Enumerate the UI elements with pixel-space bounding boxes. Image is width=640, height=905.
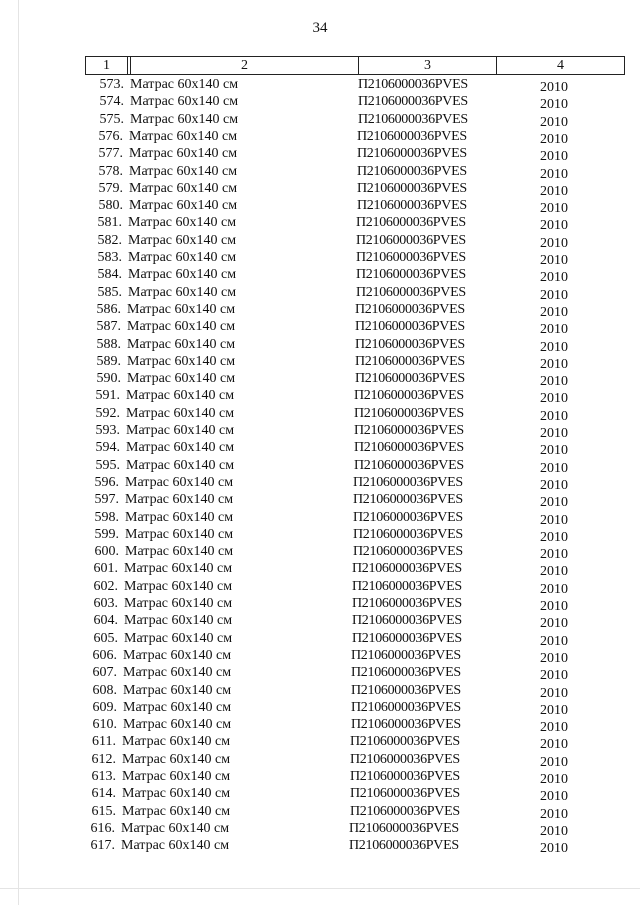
row-number: 601.	[93, 561, 118, 577]
item-year: 2010	[540, 304, 568, 320]
item-name: Матрас 60х140 см	[127, 353, 236, 369]
row-number: 610.	[92, 717, 117, 733]
table-row	[0, 543, 640, 563]
row-number: 579.	[98, 180, 123, 196]
header-col-4: 4	[557, 58, 564, 73]
item-year: 2010	[540, 339, 568, 355]
table-row	[0, 405, 640, 422]
row-number: 596.	[94, 474, 119, 490]
item-year: 2010	[540, 218, 568, 234]
item-year: 2010	[540, 599, 568, 614]
item-name: Матрас 60х140 см	[129, 198, 238, 214]
item-year: 2010	[540, 391, 568, 407]
table-row	[0, 318, 640, 338]
item-code: П2106000036PVES	[350, 751, 460, 767]
item-name: Матрас 60х140 см	[126, 440, 235, 456]
item-name: Матрас 60х140 см	[123, 682, 232, 698]
header-col-1: 1	[103, 58, 110, 73]
table-row	[0, 457, 640, 474]
item-name: Матрас 60х140 см	[123, 665, 232, 681]
table-row	[0, 647, 640, 664]
item-year: 2010	[540, 806, 568, 822]
item-code: П2106000036PVES	[353, 509, 463, 525]
item-year: 2010	[540, 823, 568, 839]
row-number: 585.	[97, 284, 122, 300]
item-year: 2010	[540, 408, 568, 424]
item-year: 2010	[540, 754, 568, 770]
item-code: П2106000036PVES	[349, 838, 459, 854]
item-name: Матрас 60х140 см	[125, 492, 234, 508]
item-name: Матрас 60х140 см	[122, 734, 231, 750]
item-name: Матрас 60х140 см	[124, 596, 233, 611]
item-year: 2010	[540, 322, 568, 338]
item-name: Матрас 60х140 см	[130, 111, 239, 127]
item-name: Матрас 60х140 см	[123, 699, 232, 715]
item-name: Матрас 60х140 см	[122, 803, 231, 819]
item-name: Матрас 60х140 см	[121, 820, 230, 836]
item-name: Матрас 60х140 см	[124, 578, 233, 594]
item-year: 2010	[540, 166, 568, 182]
item-name: Матрас 60х140 см	[125, 544, 234, 560]
row-number: 590.	[96, 371, 121, 387]
header-divider	[127, 57, 128, 74]
item-code: П2106000036PVES	[353, 474, 463, 490]
table-row	[0, 301, 640, 318]
item-name: Матрас 60х140 см	[129, 146, 238, 162]
row-number: 587.	[96, 319, 121, 335]
row-number: 591.	[95, 388, 120, 404]
row-number: 595.	[95, 457, 120, 473]
item-year: 2010	[540, 131, 568, 147]
row-number: 578.	[98, 163, 123, 179]
item-code: П2106000036PVES	[350, 769, 460, 784]
item-name: Матрас 60х140 см	[128, 267, 237, 283]
row-number: 602.	[93, 578, 118, 594]
item-year: 2010	[540, 374, 568, 390]
item-name: Матрас 60х140 см	[123, 717, 232, 733]
item-code: П2106000036PVES	[358, 111, 468, 127]
row-number: 614.	[91, 786, 116, 802]
table-row	[0, 266, 640, 286]
row-number: 616.	[90, 820, 115, 836]
item-code: П2106000036PVES	[358, 94, 468, 110]
table-row	[0, 716, 640, 736]
table-row	[0, 197, 640, 217]
item-name: Матрас 60х140 см	[124, 613, 233, 629]
table-row	[0, 249, 640, 266]
table-row	[0, 595, 640, 612]
item-name: Матрас 60х140 см	[122, 786, 231, 802]
row-number: 573.	[99, 77, 124, 92]
item-name: Матрас 60х140 см	[123, 647, 232, 663]
table-row	[0, 422, 640, 439]
item-name: Матрас 60х140 см	[127, 301, 236, 317]
item-year: 2010	[540, 477, 568, 493]
row-number: 612.	[91, 751, 116, 767]
item-code: П2106000036PVES	[357, 180, 467, 196]
item-code: П2106000036PVES	[357, 163, 467, 179]
item-year: 2010	[540, 789, 568, 805]
row-number: 593.	[95, 423, 120, 438]
table-row	[0, 664, 640, 684]
item-year: 2010	[540, 668, 568, 684]
table-row	[0, 491, 640, 511]
item-code: П2106000036PVES	[354, 388, 464, 404]
item-year: 2010	[540, 426, 568, 441]
item-code: П2106000036PVES	[354, 440, 464, 456]
row-number: 577.	[98, 146, 123, 162]
row-number: 597.	[94, 492, 119, 508]
item-name: Матрас 60х140 см	[122, 769, 231, 784]
table-row	[0, 751, 640, 768]
item-name: Матрас 60х140 см	[125, 526, 234, 542]
item-name: Матрас 60х140 см	[130, 77, 239, 92]
row-number: 580.	[98, 198, 123, 214]
item-code: П2106000036PVES	[353, 526, 463, 542]
table-row	[0, 578, 640, 595]
item-year: 2010	[540, 720, 568, 736]
item-year: 2010	[540, 633, 568, 649]
table-header	[85, 56, 625, 75]
row-number: 607.	[92, 665, 117, 681]
header-col-3: 3	[424, 58, 431, 73]
item-code: П2106000036PVES	[354, 457, 464, 473]
item-name: Матрас 60х140 см	[122, 751, 231, 767]
item-code: П2106000036PVES	[353, 492, 463, 508]
item-year: 2010	[540, 356, 568, 372]
item-code: П2106000036PVES	[356, 284, 466, 300]
table-row	[0, 353, 640, 370]
table-row	[0, 526, 640, 543]
table-row	[0, 837, 640, 857]
item-name: Матрас 60х140 см	[126, 457, 235, 473]
item-year: 2010	[540, 702, 568, 718]
item-code: П2106000036PVES	[352, 613, 462, 629]
item-code: П2106000036PVES	[350, 803, 460, 819]
table-row	[0, 93, 640, 113]
row-number: 583.	[97, 250, 122, 265]
table-row	[0, 128, 640, 145]
item-year: 2010	[540, 443, 568, 459]
table-row	[0, 768, 640, 785]
item-year: 2010	[540, 97, 568, 113]
item-year: 2010	[540, 183, 568, 199]
table-row	[0, 439, 640, 459]
item-code: П2106000036PVES	[352, 561, 462, 577]
row-number: 615.	[91, 803, 116, 819]
table-row	[0, 180, 640, 197]
row-number: 606.	[92, 647, 117, 663]
row-number: 589.	[96, 353, 121, 369]
item-code: П2106000036PVES	[357, 128, 467, 144]
item-code: П2106000036PVES	[358, 77, 468, 92]
row-number: 581.	[97, 215, 122, 231]
table-row	[0, 560, 640, 580]
item-year: 2010	[540, 495, 568, 511]
table-row	[0, 76, 640, 93]
item-year: 2010	[540, 650, 568, 666]
table-row	[0, 370, 640, 390]
item-code: П2106000036PVES	[350, 786, 460, 802]
item-code: П2106000036PVES	[351, 682, 461, 698]
item-name: Матрас 60х140 см	[125, 509, 234, 525]
table-row	[0, 682, 640, 699]
row-number: 584.	[97, 267, 122, 283]
table-row	[0, 803, 640, 820]
item-name: Матрас 60х140 см	[127, 319, 236, 335]
table-row	[0, 820, 640, 837]
table-row	[0, 509, 640, 526]
item-name: Матрас 60х140 см	[128, 215, 237, 231]
table-row	[0, 474, 640, 491]
item-code: П2106000036PVES	[355, 301, 465, 317]
table-row	[0, 699, 640, 716]
row-number: 586.	[96, 301, 121, 317]
row-number: 575.	[99, 111, 124, 127]
row-number: 594.	[95, 440, 120, 456]
item-year: 2010	[540, 737, 568, 753]
item-code: П2106000036PVES	[355, 336, 465, 352]
item-code: П2106000036PVES	[353, 544, 463, 560]
table-row	[0, 733, 640, 753]
item-year: 2010	[540, 460, 568, 476]
item-name: Матрас 60х140 см	[127, 336, 236, 352]
item-code: П2106000036PVES	[351, 665, 461, 681]
item-code: П2106000036PVES	[352, 596, 462, 611]
item-code: П2106000036PVES	[352, 630, 462, 646]
item-code: П2106000036PVES	[351, 647, 461, 663]
item-code: П2106000036PVES	[355, 371, 465, 387]
row-number: 592.	[95, 405, 120, 421]
table-row	[0, 612, 640, 632]
row-number: 598.	[94, 509, 119, 525]
item-code: П2106000036PVES	[356, 232, 466, 248]
item-name: Матрас 60х140 см	[125, 474, 234, 490]
row-number: 609.	[92, 699, 117, 715]
table-row	[0, 111, 640, 128]
row-number: 576.	[98, 128, 123, 144]
item-year: 2010	[540, 547, 568, 563]
table-row	[0, 336, 640, 353]
page-number: 34	[312, 20, 328, 36]
row-number: 599.	[94, 526, 119, 542]
table-row	[0, 387, 640, 407]
item-year: 2010	[540, 512, 568, 528]
row-number: 574.	[99, 94, 124, 110]
table-row	[0, 630, 640, 647]
item-year: 2010	[540, 253, 568, 268]
item-code: П2106000036PVES	[357, 198, 467, 214]
row-number: 604.	[93, 613, 118, 629]
item-code: П2106000036PVES	[351, 699, 461, 715]
item-name: Матрас 60х140 см	[128, 232, 237, 248]
item-year: 2010	[540, 235, 568, 251]
item-code: П2106000036PVES	[357, 146, 467, 162]
item-name: Матрас 60х140 см	[121, 838, 230, 854]
item-name: Матрас 60х140 см	[128, 284, 237, 300]
item-code: П2106000036PVES	[350, 734, 460, 750]
item-code: П2106000036PVES	[356, 250, 466, 265]
row-number: 613.	[91, 769, 116, 784]
item-year: 2010	[540, 616, 568, 632]
item-year: 2010	[540, 685, 568, 701]
item-year: 2010	[540, 270, 568, 286]
item-year: 2010	[540, 564, 568, 580]
item-name: Матрас 60х140 см	[124, 630, 233, 646]
table-row	[0, 214, 640, 234]
item-code: П2106000036PVES	[355, 353, 465, 369]
item-year: 2010	[540, 287, 568, 303]
table-row	[0, 145, 640, 165]
table-row	[0, 284, 640, 301]
row-number: 605.	[93, 630, 118, 646]
table-row	[0, 163, 640, 180]
row-number: 608.	[92, 682, 117, 698]
item-name: Матрас 60х140 см	[129, 163, 238, 179]
row-number: 588.	[96, 336, 121, 352]
item-code: П2106000036PVES	[354, 423, 464, 438]
item-name: Матрас 60х140 см	[129, 128, 238, 144]
item-name: Матрас 60х140 см	[129, 180, 238, 196]
item-code: П2106000036PVES	[352, 578, 462, 594]
item-name: Матрас 60х140 см	[126, 423, 235, 438]
item-year: 2010	[540, 201, 568, 217]
table-row	[0, 785, 640, 805]
item-code: П2106000036PVES	[356, 267, 466, 283]
item-year: 2010	[540, 114, 568, 130]
item-code: П2106000036PVES	[351, 717, 461, 733]
header-col-2: 2	[241, 58, 248, 73]
item-year: 2010	[540, 581, 568, 597]
item-year: 2010	[540, 772, 568, 787]
item-year: 2010	[540, 841, 568, 857]
row-number: 600.	[94, 544, 119, 560]
item-year: 2010	[540, 529, 568, 545]
item-code: П2106000036PVES	[355, 319, 465, 335]
row-number: 582.	[97, 232, 122, 248]
item-name: Матрас 60х140 см	[127, 371, 236, 387]
item-code: П2106000036PVES	[354, 405, 464, 421]
item-name: Матрас 60х140 см	[126, 388, 235, 404]
item-code: П2106000036PVES	[349, 820, 459, 836]
item-year: 2010	[540, 80, 568, 95]
item-name: Матрас 60х140 см	[126, 405, 235, 421]
row-number: 617.	[90, 838, 115, 854]
table-row	[0, 232, 640, 249]
item-name: Матрас 60х140 см	[130, 94, 239, 110]
item-code: П2106000036PVES	[356, 215, 466, 231]
row-number: 603.	[93, 596, 118, 611]
item-name: Матрас 60х140 см	[124, 561, 233, 577]
row-number: 611.	[92, 734, 116, 750]
item-name: Матрас 60х140 см	[128, 250, 237, 265]
scan-bottom-line	[0, 888, 640, 889]
item-year: 2010	[540, 149, 568, 165]
